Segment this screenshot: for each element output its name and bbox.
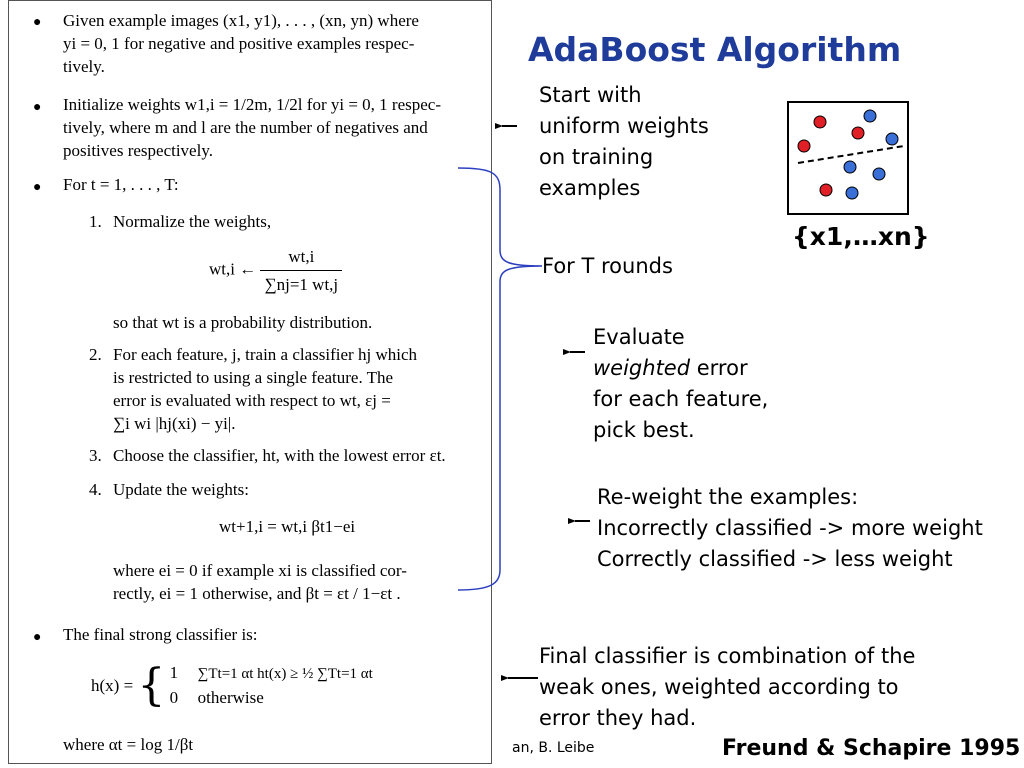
step-3-text: Choose the classifier, ht, with the lowest error εt.: [113, 446, 446, 465]
para-line: tively.: [63, 57, 105, 76]
eq-lhs: h(x) =: [91, 676, 134, 695]
negative-example-dot: [814, 116, 826, 128]
annotation-final-classifier: [539, 641, 915, 734]
negative-example-dot: [798, 140, 810, 152]
annotation-line: [593, 353, 768, 384]
slide-title: AdaBoost Algorithm: [528, 30, 902, 69]
step-number: 1.: [89, 212, 102, 231]
step-2-text: [113, 343, 489, 435]
positive-example-dot: [864, 110, 876, 122]
annotation-line: uniform weights: [539, 114, 709, 138]
bullet: ●: [33, 180, 42, 195]
alpha-definition: where αt = log 1/βt: [63, 735, 194, 754]
annotation-line: Correctly classified -> less weight: [597, 547, 953, 571]
annotation-emphasis: weighted: [593, 356, 691, 380]
annotation-reweight: [597, 482, 983, 575]
footer-citation: Freund & Schapire 1995: [722, 736, 1021, 761]
annotation-line: pick best.: [593, 418, 695, 442]
bullet: ●: [33, 630, 42, 645]
bullet-for-t: For t = 1, . . . , T:: [63, 175, 179, 194]
update-equation: wt+1,i = wt,i βt1−ei: [219, 517, 356, 536]
eq-fraction: [260, 245, 342, 296]
step-number: 4.: [89, 480, 102, 499]
step-4-text: Update the weights:: [113, 480, 249, 499]
case-condition: otherwise: [197, 688, 264, 707]
step-4-where: [113, 559, 491, 605]
case-value: 1: [169, 663, 179, 682]
para-line: positives respectively.: [63, 141, 213, 160]
footer-credit: an, B. Leibe: [512, 740, 595, 756]
annotation-line: Start with: [539, 83, 642, 107]
eq-numerator: wt,i: [260, 245, 342, 271]
annotation-line: examples: [539, 176, 641, 200]
annotation-line: error they had.: [539, 706, 697, 730]
para-line: is restricted to using a single feature. The: [113, 368, 394, 387]
annotation-line: for each feature,: [593, 387, 769, 411]
para-line: Given example images (x1, y1), . . . , (xn, yn) where: [63, 11, 419, 30]
bullet-given-examples: [63, 9, 487, 78]
annotation-line: Incorrectly classified -> more weight: [597, 516, 983, 540]
positive-example-dot: [873, 168, 885, 180]
para-line: For each feature, j, train a classifier hj which: [113, 345, 417, 364]
para-line: where ei = 0 if example xi is classified cor-: [113, 561, 407, 580]
para-line: Initialize weights w1,i = 1/2m, 1/2l for yi = 0, 1 respec-: [63, 95, 441, 114]
case-value: 0: [169, 688, 179, 707]
eq-denominator: ∑nj=1 wt,j: [264, 275, 339, 294]
step-1-after: so that wt is a probability distribution.: [113, 313, 373, 332]
positive-example-dot: [846, 187, 858, 199]
annotation-line: weak ones, weighted according to: [539, 675, 899, 699]
positive-example-dot: [844, 161, 856, 173]
left-brace: {: [137, 660, 166, 711]
para-line: rectly, ei = 1 otherwise, and βt = εt / 1−εt .: [113, 584, 401, 603]
case-condition: ∑Tt=1 αt ht(x) ≥ ½ ∑Tt=1 αt: [197, 666, 373, 682]
final-classifier-equation: [91, 661, 373, 710]
annotation-evaluate-error: [593, 322, 768, 446]
negative-example-dot: [820, 184, 832, 196]
bullet-final-classifier: The final strong classifier is:: [63, 625, 258, 644]
annotation-line: on training: [539, 145, 654, 169]
step-number: 2.: [89, 345, 102, 364]
annotation-line: Final classifier is combination of the: [539, 644, 916, 668]
bullet-initialize-weights: [63, 93, 491, 162]
bullet: ●: [33, 15, 42, 30]
para-line: ∑i wi |hj(xi) − yi|.: [113, 414, 236, 433]
annotation-for-t-rounds: For T rounds: [542, 254, 673, 278]
annotation-line: Re-weight the examples:: [597, 485, 859, 509]
annotation-start-weights: [539, 80, 709, 204]
paper-excerpt: [8, 0, 492, 764]
bullet: ●: [33, 100, 42, 115]
step-1-text: Normalize the weights,: [113, 212, 272, 231]
positive-example-dot: [886, 133, 898, 145]
step-number: 3.: [89, 446, 102, 465]
annotation-line: Evaluate: [593, 325, 685, 349]
para-line: error is evaluated with respect to wt, εj =: [113, 391, 391, 410]
para-line: tively, where m and l are the number of negatives and: [63, 118, 428, 137]
example-set-label: {x1,…xn}: [792, 222, 930, 251]
negative-example-dot: [852, 127, 864, 139]
para-line: yi = 0, 1 for negative and positive examples respec-: [63, 34, 415, 53]
eq-lhs: wt,i ←: [209, 259, 257, 279]
annotation-text: error: [690, 356, 748, 380]
normalize-equation: [209, 245, 342, 296]
cases: [170, 661, 373, 710]
example-points-diagram: [786, 100, 912, 218]
